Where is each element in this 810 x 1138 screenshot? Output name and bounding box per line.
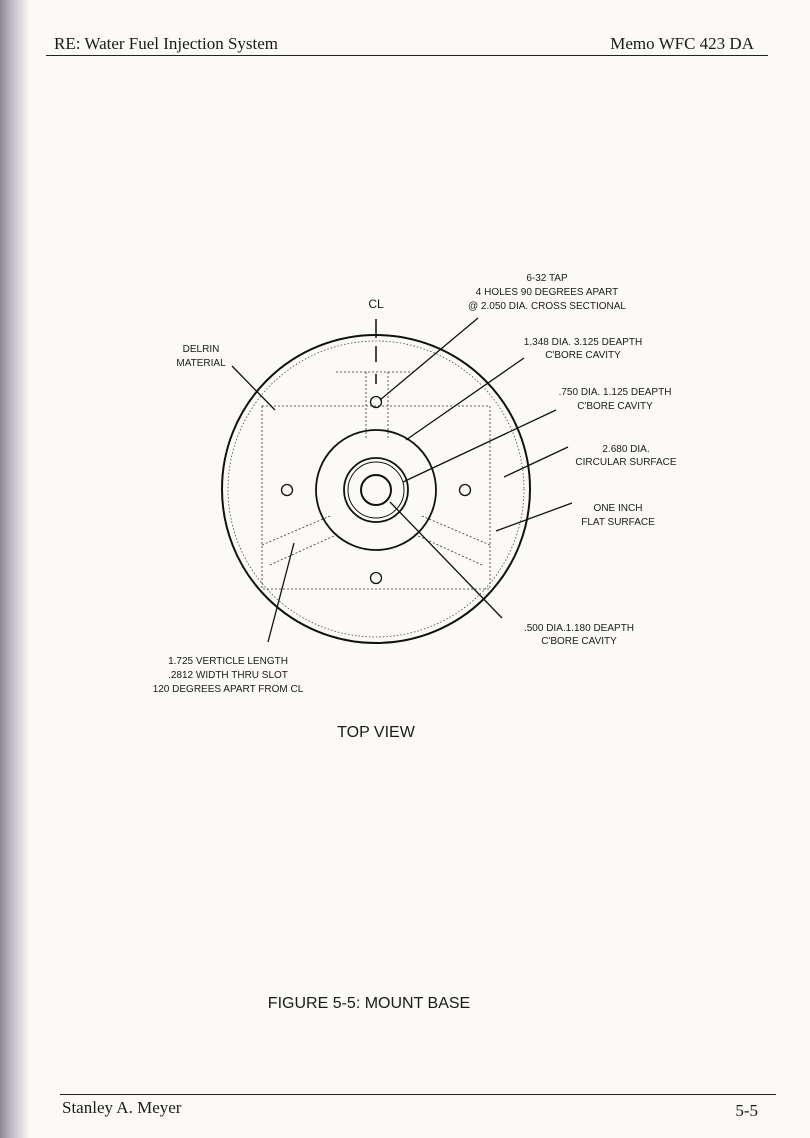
svg-text:CIRCULAR SURFACE: CIRCULAR SURFACE (575, 457, 677, 468)
svg-text:C'BORE CAVITY: C'BORE CAVITY (545, 350, 621, 361)
svg-text:.750 DIA. 1.125 DEAPTH: .750 DIA. 1.125 DEAPTH (558, 387, 672, 398)
svg-text:6-32 TAP: 6-32 TAP (526, 273, 568, 284)
view-title: TOP VIEW (337, 724, 415, 741)
svg-text:C'BORE CAVITY: C'BORE CAVITY (541, 636, 617, 647)
footer-author: Stanley A. Meyer (62, 1098, 182, 1117)
delrin-material-label (176, 344, 226, 369)
tap-label (468, 273, 626, 312)
tap-hole-left (282, 485, 293, 496)
circular-surface-label (575, 444, 676, 468)
svg-text:MATERIAL: MATERIAL (176, 358, 226, 369)
svg-text:.500 DIA.1.180 DEAPTH: .500 DIA.1.180 DEAPTH (523, 623, 635, 634)
tap-hole-bottom (371, 573, 382, 584)
svg-text:2.680 DIA.: 2.680 DIA. (602, 444, 650, 455)
slot-outlines (262, 372, 490, 565)
flat-surface-label (581, 503, 655, 528)
svg-text:C'BORE CAVITY: C'BORE CAVITY (577, 401, 653, 412)
svg-text:FLAT SURFACE: FLAT SURFACE (581, 517, 655, 528)
cbore-750-inner-circle (348, 462, 404, 518)
svg-text:.2812 WIDTH THRU SLOT: .2812 WIDTH THRU SLOT (168, 670, 288, 681)
svg-text:DELRIN: DELRIN (182, 344, 220, 355)
flat-surface-outline (262, 406, 490, 589)
svg-text:4 HOLES 90 DEGREES APART: 4 HOLES 90 DEGREES APART (475, 287, 619, 298)
page-number: 5-5 (735, 1101, 758, 1120)
svg-text:@ 2.050 DIA. CROSS SECTIONAL: @ 2.050 DIA. CROSS SECTIONAL (468, 301, 626, 312)
svg-text:1.348 DIA. 3.125 DEAPTH: 1.348 DIA. 3.125 DEAPTH (523, 337, 643, 348)
slot-label (153, 656, 304, 695)
cbore-1348-circle (316, 430, 436, 550)
cbore-1348-label (524, 337, 642, 361)
footer-rule (60, 1094, 776, 1095)
svg-text:1.725 VERTICLE LENGTH: 1.725 VERTICLE LENGTH (168, 656, 288, 667)
svg-text:120 DEGREES APART FROM CL: 120 DEGREES APART FROM CL (152, 684, 304, 695)
svg-text:ONE INCH: ONE INCH (593, 503, 643, 514)
outer-dotted-circle (228, 341, 524, 637)
tap-hole-right (460, 485, 471, 496)
cbore-750-label (559, 387, 672, 412)
figure-caption: FIGURE 5-5: MOUNT BASE (267, 995, 471, 1012)
cbore-500-circle (361, 475, 391, 505)
cbore-500-label (524, 623, 634, 647)
cbore-750-circle (344, 458, 408, 522)
header-title: RE: Water Fuel Injection System (54, 34, 279, 53)
header-memo-number: Memo WFC 423 DA (610, 34, 754, 53)
centerline-label: CL (368, 297, 384, 311)
